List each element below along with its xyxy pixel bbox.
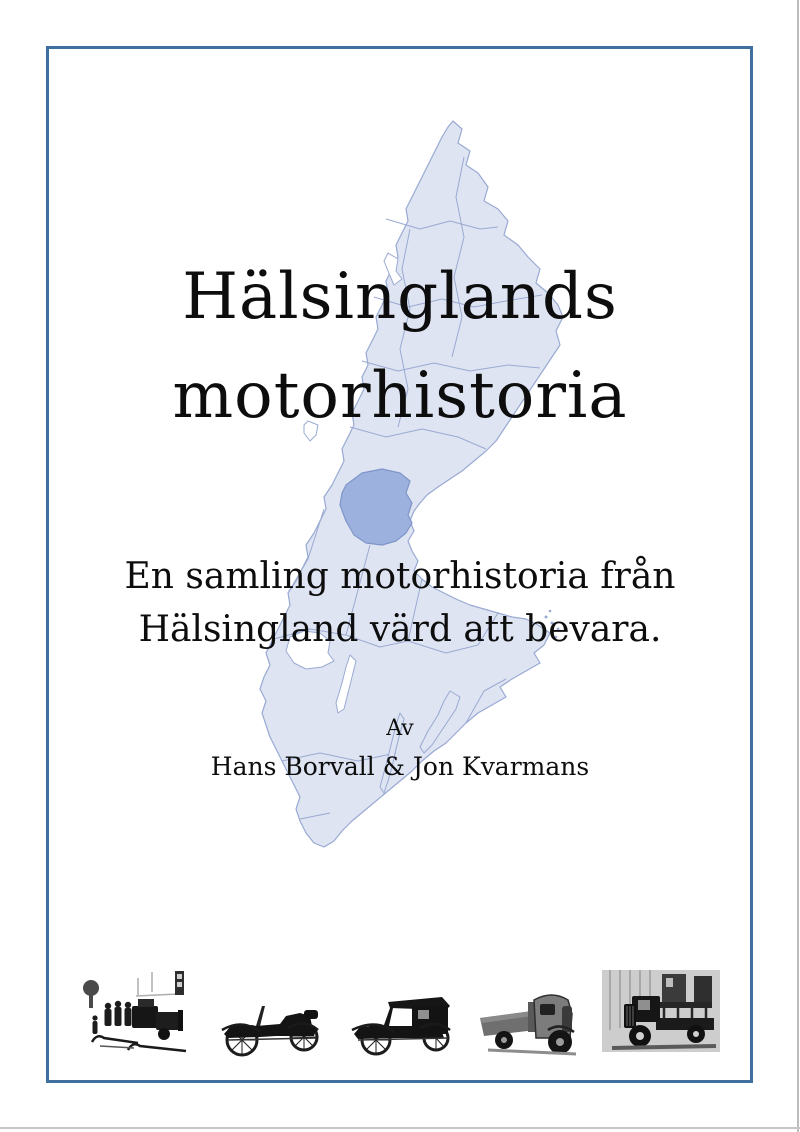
flatbed-truck-icon — [474, 974, 586, 1060]
subtitle-line2: Hälsingland värd att bevara. — [138, 609, 662, 650]
stake-truck-photo — [602, 970, 720, 1060]
sled-car-photo — [78, 966, 200, 1060]
open-touring-car-icon — [216, 980, 328, 1060]
page-title-line1: Hälsinglands — [182, 260, 618, 334]
title-block — [0, 248, 800, 446]
byline-prefix: Av — [386, 716, 414, 741]
sled-car-icon — [78, 966, 200, 1060]
open-touring-car-photo — [216, 980, 328, 1060]
page-title-line2: motorhistoria — [172, 359, 628, 433]
subtitle-line1: En samling motorhistoria från — [124, 556, 676, 597]
byline-authors: Hans Borvall & Jon Kvarmans — [210, 752, 590, 781]
vehicle-photo-row — [78, 956, 720, 1060]
subtitle-block — [0, 550, 800, 656]
scan-edge-bottom — [0, 1127, 800, 1129]
scan-edge-right — [797, 0, 799, 1132]
stake-truck-icon — [602, 970, 720, 1060]
flatbed-truck-photo — [474, 974, 586, 1060]
sweden-map-icon — [250, 116, 565, 858]
sweden-map — [250, 116, 565, 858]
covered-touring-car-photo — [344, 982, 458, 1060]
covered-touring-car-icon — [344, 982, 458, 1060]
